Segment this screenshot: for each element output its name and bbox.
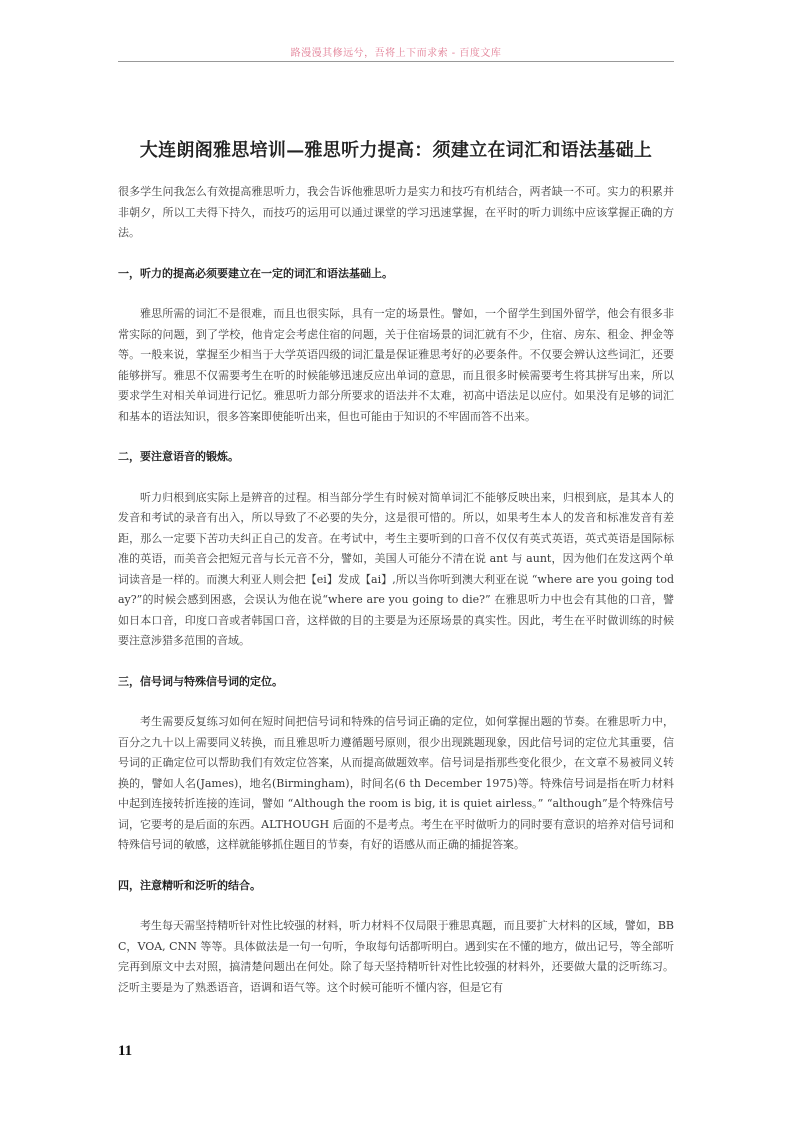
section-body-1: 雅思所需的词汇不是很难，而且也很实际，具有一定的场景性。譬如，一个留学生到国外留学，他会有很多非常实际的问题，到了学校，他肯定会考虑住宿的问题，关于住宿场景的词汇就有不少，住宿、房东、租金、押金等等。一般来说，掌握至少相当于大学英语四级的词汇量是保证雅思考好的必要条件。不仅要会辨认这些词汇，还要能够拼写。雅思不仅需要考生在听的时候能够迅速反应出单词的意思，而且很多时候需要考生将其拼写出来，所以要求学生对相关单词进行记忆。雅思听力部分所要求的语法并不太难，初高中语法足以应付。如果没有足够的词汇和基本的语法知识，很多答案即使能听出来，但也可能由于知识的不牢固而答不出来。 xyxy=(118,307,674,423)
section-body-3: 考生需要反复练习如何在短时间把信号词和特殊的信号词正确的定位，如何掌握出题的节奏。在雅思听力中，百分之九十以上需要同义转换，而且雅思听力遵循题号原则，很少出现跳题现象，因此信号词的定位尤其重要，信号词的正确定位可以帮助我们有效定位答案，从而提高做题效率。信号词是指那些变化很少，在文章不易被同义转换的，譬如人名(James)，地名(Birmingham)，时间名(6 th December 1975)等。特殊信号词是指在听力材料中起到连接转折连接的连词，譬如 “Although the room is big, it is quiet airless。” “although”是个特殊信号词，它要考的是后面的东西。ALTHOUGH 后面的不是考点。考生在平时做听力的同时要有意识的培养对信号词和特殊信号词的敏感，这样就能够抓住题目的节奏，有好的语感从而正确的捕捉答案。 xyxy=(118,715,674,851)
section-heading-3: 三，信号词与特殊信号词的定位。 xyxy=(118,674,283,688)
document-title: 大连朗阁雅思培训—雅思听力提高：须建立在词汇和语法基础上 xyxy=(139,140,653,161)
section-body-4: 考生每天需坚持精听针对性比较强的材料，听力材料不仅局限于雅思真题，而且要扩大材料的区域，譬如，BBC，VOA, CNN 等等。具体做法是一句一句听，争取每句话都听明白。遇到实在不懂的地方，做出记号，等全部听完再到原文中去对照，搞清楚问题出在何处。除了每天坚持精听针对性比较强的材料外，还要做大量的泛听练习。泛听主要是为了熟悉语音，语调和语气等。这个时候可能听不懂内容，但是它有 xyxy=(118,919,674,994)
section-heading-4: 四，注意精听和泛听的结合。 xyxy=(118,878,261,892)
document-body xyxy=(118,182,674,998)
page-number: 11 xyxy=(118,1043,133,1059)
intro-paragraph: 很多学生问我怎么有效提高雅思听力，我会告诉他雅思听力是实力和技巧有机结合，两者缺一不可。实力的积累并非朝夕，所以工夫得下持久，而技巧的运用可以通过课堂的学习迅速掌握，在平时的听力训练中应该掌握正确的方法。 xyxy=(118,185,674,239)
header-motto: 路漫漫其修远兮，吾将上下而求索 - 百度文库 xyxy=(290,48,502,59)
section-heading-1: 一，听力的提高必须要建立在一定的词汇和语法基础上。 xyxy=(118,266,393,280)
section-heading-2: 二，要注意语音的锻炼。 xyxy=(118,450,239,463)
header-divider xyxy=(118,61,674,62)
section-body-2: 听力归根到底实际上是辨音的过程。相当部分学生有时候对简单词汇不能够反映出来，归根到底，是其本人的发音和考试的录音有出入，所以导致了不必要的失分，这是很可惜的。所以，如果考生本人的发音和标准发音有差距，那么一定要下苦功夫纠正自己的发音。在考试中，考生主要听到的口音不仅仅有英式英语，英式英语是国际标准的英语，而美音会把短元音与长元音不分，譬如，美国人可能分不清在说 ant 与 aunt，因为他们在发这两个单词读音是一样的。而澳大利亚人则会把【ei】发成【ai】,所以当你听到澳大利亚在说 “where are you going today?”的时候会感到困惑，会误认为他在说“where are you going to die?” 在雅思听力中也会有其他的口音，譬如日本口音，印度口音或者韩国口音，这样做的目的主要是为还原场景的真实性。因此，考生在平时做训练的时候要注意涉猎多范围的音域。 xyxy=(118,490,674,647)
